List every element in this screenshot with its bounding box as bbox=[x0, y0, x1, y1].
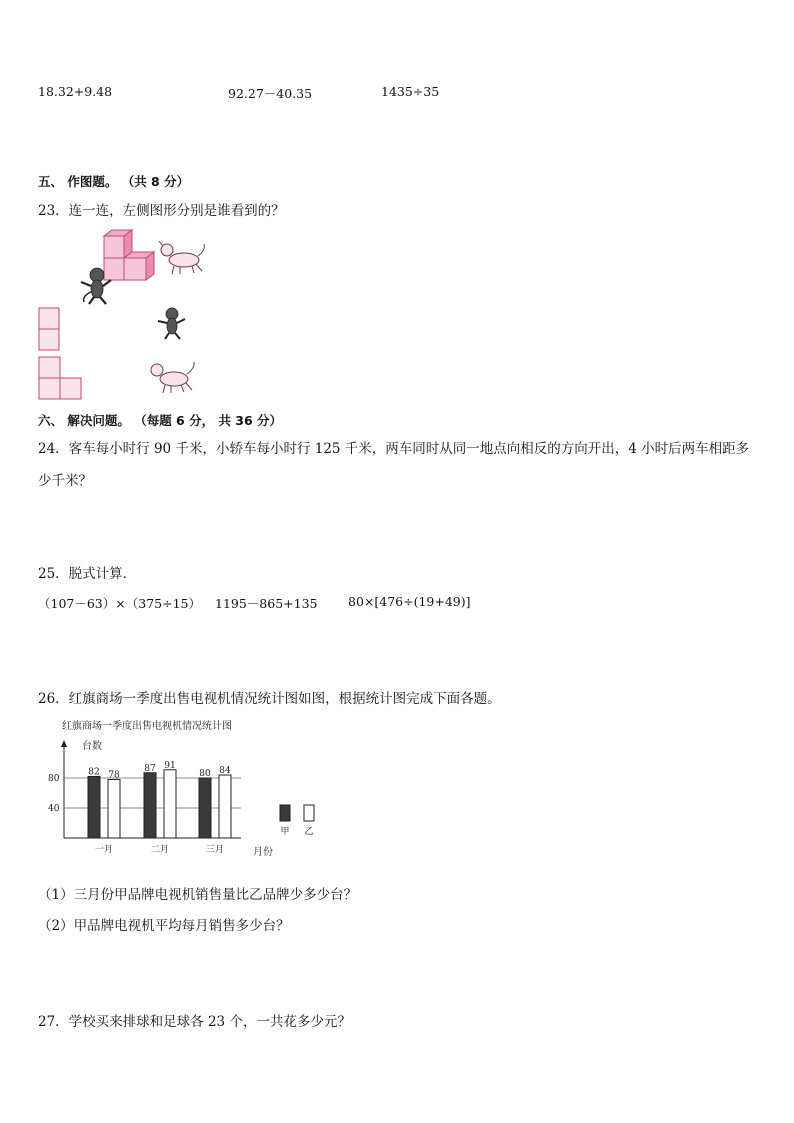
data-label: 78 bbox=[108, 770, 120, 781]
dog-icon bbox=[151, 362, 194, 393]
bar-乙-三月 bbox=[219, 775, 231, 838]
q25-expr-1: （107－63）×（375÷15） bbox=[38, 596, 201, 611]
bar-乙-二月 bbox=[164, 770, 176, 838]
legend-swatch-乙 bbox=[304, 805, 314, 821]
bar-甲-二月 bbox=[144, 773, 156, 838]
tv-sales-chart bbox=[40, 716, 340, 864]
question-24-line2: 少千米？ bbox=[38, 473, 92, 489]
view-two-squares bbox=[39, 308, 59, 350]
data-label: 80 bbox=[199, 769, 211, 779]
calc-3: 1435÷35 bbox=[381, 84, 440, 99]
q25-expr-2: 1195－865+135 bbox=[215, 596, 318, 611]
x-tick-label: 三月 bbox=[205, 845, 225, 855]
calc-1: 18.32+9.48 bbox=[38, 84, 113, 99]
section-6-heading: 六、 解决问题。 （每题 6 分， 共 36 分） bbox=[38, 413, 283, 428]
view-l-shape bbox=[39, 357, 81, 399]
data-label: 91 bbox=[164, 760, 176, 771]
chart-title: 红旗商场一季度出售电视机情况统计图 bbox=[62, 721, 232, 732]
legend-label: 乙 bbox=[304, 827, 314, 837]
section-5-heading: 五、 作图题。 （共 8 分） bbox=[38, 174, 190, 189]
question-27: 27．学校买来排球和足球各 23 个，一共花多少元？ bbox=[38, 1014, 351, 1030]
cube-stack bbox=[104, 230, 154, 280]
x-tick-label: 二月 bbox=[150, 845, 170, 855]
q23-figures bbox=[34, 226, 214, 406]
question-23: 23．连一连，左侧图形分别是谁看到的？ bbox=[38, 203, 285, 219]
question-24-line1: 24．客车每小时行 90 千米，小轿车每小时行 125 千米，两车同时从同一地点向相反的方向开出，4 小时后两车相距多 bbox=[38, 441, 750, 457]
monkey-icon bbox=[158, 308, 185, 339]
bar-乙-一月 bbox=[108, 780, 120, 839]
dog-icon bbox=[159, 241, 204, 274]
chart-x-label: 月份 bbox=[253, 847, 273, 858]
question-25-title: 25．脱式计算． bbox=[38, 566, 137, 582]
legend-swatch-甲 bbox=[280, 805, 290, 821]
question-26-sub1: （1）三月份甲品牌电视机销售量比乙品牌少多少台？ bbox=[38, 887, 358, 903]
q25-expr-3: 80×[476÷(19+49)] bbox=[348, 594, 471, 609]
question-26: 26．红旗商场一季度出售电视机情况统计图如图，根据统计图完成下面各题。 bbox=[38, 691, 501, 707]
bar-甲-三月 bbox=[199, 778, 211, 838]
y-axis-arrow bbox=[61, 740, 67, 747]
x-tick-label: 一月 bbox=[94, 845, 114, 855]
chart-y-label: 台数 bbox=[82, 741, 102, 752]
data-label: 87 bbox=[144, 763, 156, 774]
data-label: 82 bbox=[88, 767, 100, 778]
bar-甲-一月 bbox=[88, 777, 100, 839]
calc-2: 92.27－40.35 bbox=[228, 86, 313, 101]
data-label: 84 bbox=[219, 766, 231, 776]
question-26-sub2: （2）甲品牌电视机平均每月销售多少台？ bbox=[38, 918, 290, 934]
y-tick-label: 80 bbox=[48, 774, 60, 784]
legend-label: 甲 bbox=[280, 827, 290, 837]
y-tick-label: 40 bbox=[48, 804, 60, 814]
